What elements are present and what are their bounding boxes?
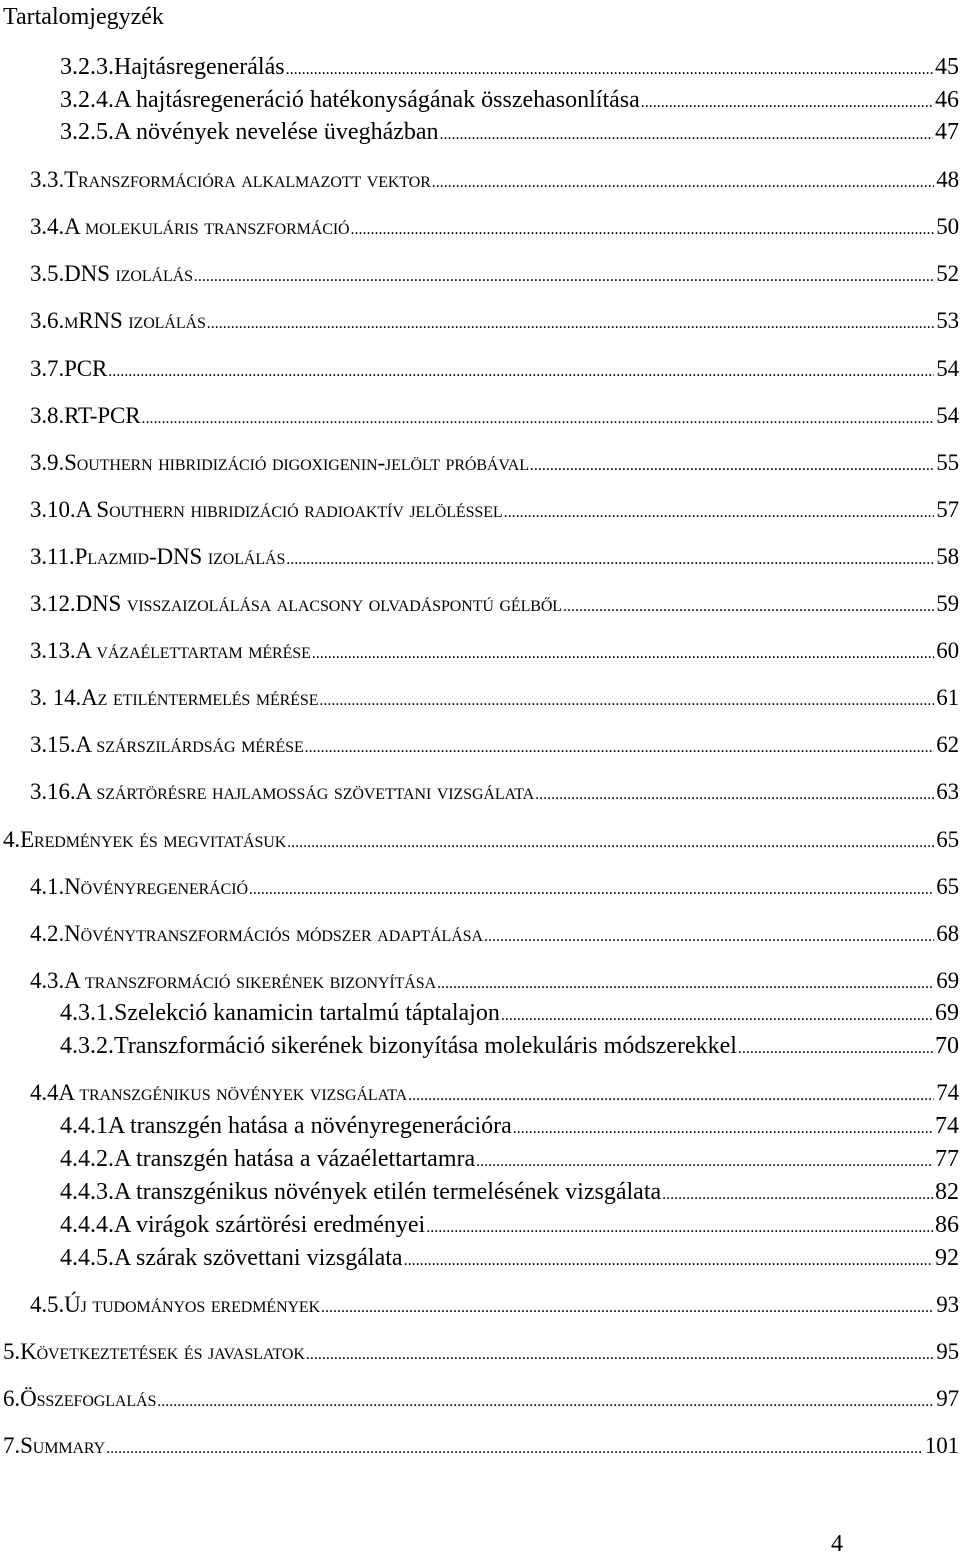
dot-leader [484,922,934,952]
toc-entry-page: 97 [936,1386,959,1411]
toc-entry[interactable] [0,919,959,949]
toc-entry[interactable] [0,165,959,195]
toc-entry-number: 3.2.5. [60,119,114,145]
dot-leader [142,404,935,434]
toc-entry[interactable] [0,683,959,713]
toc-entry-page: 65 [936,874,959,899]
dot-leader [426,1213,933,1243]
toc-entry-page: 86 [935,1212,959,1238]
toc-entry[interactable] [0,259,959,289]
toc-entry-page: 95 [936,1339,959,1364]
toc-entry-number: 5. [3,1339,21,1364]
dot-leader [408,1081,934,1111]
toc-entry[interactable] [0,636,959,666]
dot-leader [351,215,935,245]
dot-leader [306,1340,934,1370]
toc-entry-number: 3.3. [30,167,65,192]
toc-entry-page: 50 [936,214,959,239]
toc-entry-label: Transzformációra alkalmazott vektor [64,167,431,192]
toc-entry-number: 3.15. [30,732,76,757]
dot-leader [249,875,934,905]
toc-entry-page: 62 [936,732,959,757]
dot-leader [535,780,934,810]
toc-entry-page: 54 [936,403,959,428]
toc-entry-number: 4.4 [30,1080,59,1105]
dot-leader [157,1387,934,1417]
toc-entry-label: A transzgén hatása a vázaélettartamra [114,1146,476,1172]
toc-entry[interactable] [0,401,959,431]
dot-leader [476,1147,933,1177]
toc-entry[interactable] [0,495,959,525]
toc-entry-page: 65 [936,827,959,852]
toc-entry-label: A transzgénikus növények vizsgálata [58,1080,408,1105]
toc-entry-label: Hajtásregenerálás [114,54,285,80]
dot-leader [530,451,934,481]
toc-entry-page: 101 [924,1433,959,1458]
toc-entry-label: RT-PCR [64,403,141,428]
toc-entry-label: Plazmid-DNS izolálás [74,544,286,569]
toc-entry[interactable] [0,85,959,115]
toc-entry-page: 47 [935,119,959,145]
toc-title: Tartalomjegyzék [3,4,164,30]
toc-entry-page: 69 [936,968,959,993]
toc-entry-label: A transzgénikus növények etilén termelésének vizsgálata [114,1179,662,1205]
dot-leader [207,309,934,339]
toc-entry-label: A vázaélettartam mérése [75,638,311,663]
toc-entry-page: 52 [936,261,959,286]
dot-leader [286,545,934,575]
toc-entry[interactable] [0,542,959,572]
toc-entry-page: 82 [935,1179,959,1205]
toc-entry-page: 74 [936,1080,959,1105]
toc-entry[interactable] [0,1337,959,1367]
toc-entry[interactable] [0,306,959,336]
toc-entry[interactable] [0,1031,959,1061]
toc-entry-number: 4.3. [30,968,65,993]
dot-leader [501,1001,933,1031]
dot-leader [286,55,933,85]
toc-entry-page: 58 [936,544,959,569]
toc-entry-number: 4. [3,827,21,852]
dot-leader [513,1114,933,1144]
dot-leader [437,969,934,999]
toc-entry-label: A molekuláris transzformáció [64,214,350,239]
toc-entry-label: A hajtásregeneráció hatékonyságának összehasonlítása [114,87,640,113]
toc-entry[interactable] [0,825,959,855]
toc-entry-label: DNS izolálás [64,261,193,286]
dot-leader [287,828,934,858]
toc-entry-label: PCR [64,356,108,381]
toc-entry[interactable] [0,1078,959,1108]
dot-leader [641,88,933,118]
toc-entry-label: Új tudományos eredmények [64,1292,321,1317]
toc-entry-number: 3.13. [30,638,76,663]
dot-leader [662,1180,933,1210]
toc-entry-label: DNS visszaizolálása alacsony olvadáspontú gélből [75,591,562,616]
toc-entry-number: 3.5. [30,261,65,286]
toc-entry[interactable] [0,117,959,147]
toc-entry-label: Növénytranszformációs módszer adaptálása [64,921,483,946]
toc-entry[interactable] [0,1243,959,1273]
toc-entry-number: 4.4.5. [60,1245,114,1271]
toc-entry-label: Növényregeneráció [64,874,248,899]
toc-entry-label: Az etiléntermelés mérése [81,685,319,710]
toc-entry-number: 3.7. [30,356,65,381]
toc-entry-number: 3.2.4. [60,87,114,113]
toc-entry-number: 4.1. [30,874,65,899]
toc-entry[interactable] [0,1144,959,1174]
toc-entry-page: 68 [936,921,959,946]
toc-entry-page: 53 [936,308,959,333]
toc-entry-number: 3.16. [30,779,76,804]
toc-entry-number: 3.6. [30,308,65,333]
dot-leader [440,120,933,150]
toc-entry-label: Következtetések és javaslatok [20,1339,305,1364]
toc-entry-label: A növények nevelése üvegházban [114,119,439,145]
toc-entry-label: A transzformáció sikerének bizonyítása [64,968,437,993]
toc-entry-page: 57 [936,497,959,522]
toc-entry-page: 46 [935,87,959,113]
toc-entry-label: Transzformáció sikerének bizonyítása molekuláris módszerekkel [114,1033,737,1059]
toc-entry[interactable] [0,966,959,996]
dot-leader [321,1293,934,1323]
toc-entry[interactable] [0,730,959,760]
toc-entry[interactable] [0,1177,959,1207]
dot-leader [319,686,934,716]
dot-leader [738,1034,933,1064]
toc-entry-label: Eredmények és megvitatásuk [20,827,287,852]
toc-entry-number: 6. [3,1386,21,1411]
toc-entry[interactable] [0,52,959,82]
toc-entry[interactable] [0,589,959,619]
toc-entry-page: 54 [936,356,959,381]
dot-leader [563,592,934,622]
toc-entry-number: 4.3.1. [60,1000,114,1026]
toc-entry-label: Összefoglalás [20,1386,157,1411]
toc-entry-number: 3.2.3. [60,54,114,80]
toc-entry-number: 7. [3,1433,21,1458]
dot-leader [504,498,935,528]
toc-entry-number: 3. 14. [30,685,82,710]
dot-leader [194,262,934,292]
toc-entry-number: 3.8. [30,403,65,428]
toc-entry-page: 93 [936,1292,959,1317]
dot-leader [432,168,934,198]
dot-leader [404,1246,933,1276]
toc-entry-page: 70 [935,1033,959,1059]
toc-entry-page: 55 [936,450,959,475]
toc-entry-page: 45 [935,54,959,80]
toc-entry-number: 3.10. [30,497,76,522]
toc-entry-page: 59 [936,591,959,616]
toc-entry[interactable] [0,872,959,902]
toc-entry-label: A szárak szövettani vizsgálata [114,1245,403,1271]
toc-entry-number: 4.2. [30,921,65,946]
toc-entry-number: 3.12. [30,591,76,616]
toc-entry-number: 3.11. [30,544,75,569]
toc-entry-number: 3.9. [30,450,65,475]
toc-entry[interactable] [0,354,959,384]
toc-entry[interactable] [0,448,959,478]
toc-entry[interactable] [0,777,959,807]
toc-entry[interactable] [0,998,959,1028]
toc-entry[interactable] [0,1384,959,1414]
toc-entry-page: 92 [935,1245,959,1271]
toc-entry-page: 77 [935,1146,959,1172]
toc-entry[interactable] [0,1111,959,1141]
toc-entry-number: 4.4.3. [60,1179,114,1205]
toc-entry[interactable] [0,1210,959,1240]
toc-entry-label: A szártörésre hajlamosság szövettani vizsgálata [75,779,535,804]
dot-leader [312,639,934,669]
dot-leader [305,733,935,763]
dot-leader [106,1434,923,1464]
toc-entry-number: 4.4.4. [60,1212,114,1238]
toc-entry-number: 4.3.2. [60,1033,114,1059]
toc-entry-number: 3.4. [30,214,65,239]
toc-entry-label: Southern hibridizáció digoxigenin-jelölt próbával [64,450,529,475]
toc-entry-page: 61 [936,685,959,710]
toc-entry[interactable] [0,212,959,242]
toc-entry-page: 48 [936,167,959,192]
toc-entry-label: A szárszilárdság mérése [75,732,304,757]
toc-entry-label: A virágok szártörési eredményei [114,1212,426,1238]
toc-entry-label: Summary [20,1433,106,1458]
toc-entry-page: 69 [935,1000,959,1026]
page-number: 4 [831,1531,843,1557]
toc-entry-number: 4.5. [30,1292,65,1317]
toc-entry-label: A transzgén hatása a növényregenerációra [108,1113,512,1139]
toc-entry-label: A Southern hibridizáció radioaktív jelöléssel [75,497,503,522]
toc-entry-page: 63 [936,779,959,804]
toc-entry[interactable] [0,1431,959,1461]
toc-entry-number: 4.4.2. [60,1146,114,1172]
toc-entry-page: 60 [936,638,959,663]
toc-entry-label: Szelekció kanamicin tartalmú táptalajon [114,1000,500,1026]
toc-entry-number: 4.4.1 [60,1113,108,1139]
toc-entry-page: 74 [935,1113,959,1139]
toc-entry-label: mRNS izolálás [64,308,206,333]
toc-entry[interactable] [0,1290,959,1320]
dot-leader [108,357,934,387]
